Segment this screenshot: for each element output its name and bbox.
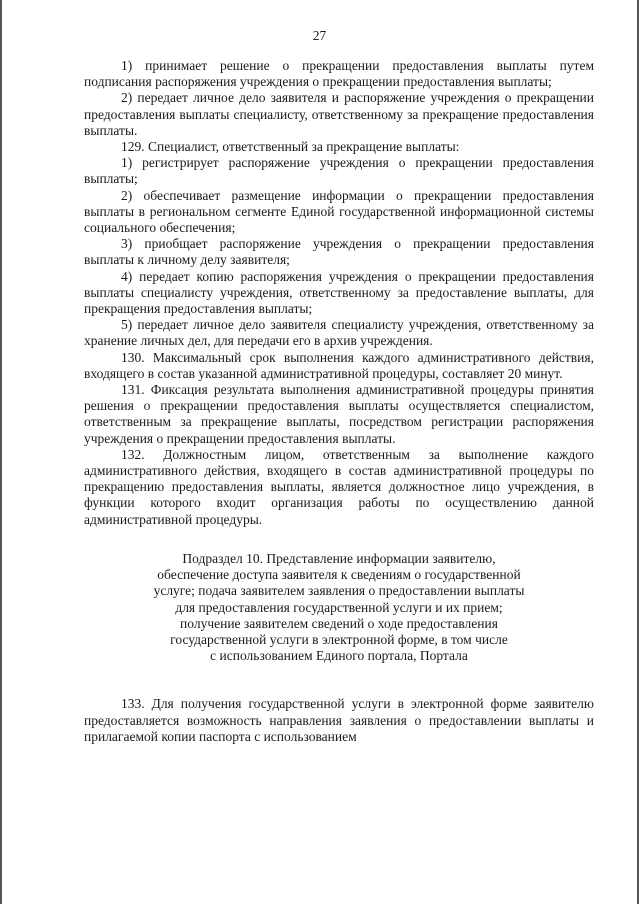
scan-left-edge (0, 0, 2, 904)
paragraph-7: 4) передает копию распоряжения учреждения о прекращении предоставления выплаты специалисту учреждения, ответственному за предоставление выплаты, для прекращения предоставления выплаты; (84, 268, 594, 317)
subsection-line: государственной услуги в электронной форме, в том числе (170, 631, 508, 647)
paragraph-9: 130. Максимальный срок выполнения каждого административного действия, входящего в состав указанной административной процедуры, составляет 20 минут. (84, 349, 594, 381)
paragraph-1: 1) принимает решение о прекращении предоставления выплаты путем подписания распоряжения учреждения о прекращении предоставления выплаты; (84, 58, 594, 90)
subsection-line: Подраздел 10. Представление информации заявителю, (182, 550, 496, 566)
page-number: 27 (312, 28, 327, 43)
paragraph-4: 1) регистрирует распоряжение учреждения о прекращении предоставления выплаты; (84, 155, 594, 187)
subsection-line: получение заявителем сведений о ходе предоставления (180, 615, 498, 631)
paragraph-8: 5) передает личное дело заявителя специалисту учреждения, ответственному за хранение личных дел, для передачи его в архив учреждения. (84, 317, 594, 349)
subsection-line: обеспечение доступа заявителя к сведениям о государственной (157, 567, 521, 583)
document-body (84, 58, 594, 745)
subsection-line: с использованием Единого портала, Портала (210, 648, 468, 664)
closing-paragraph: 133. Для получения государственной услуги в электронной форме заявителю предоставляется возможность направления заявления о предоставлении выплаты и прилагаемой копии паспорта с использованием (84, 696, 594, 744)
subsection-line: для предоставления государственной услуги и их прием; (175, 599, 503, 615)
paragraph-6: 3) приобщает распоряжение учреждения о прекращении предоставления выплаты к личному делу заявителя; (84, 236, 594, 268)
paragraph-11: 132. Должностным лицом, ответственным за выполнение каждого административного действия, входящего в состав административной процедуры по прекращению предоставления выплаты, является должностное лицо учреждения, в функции которого входит организация работы по осуществлению данной административной процедуры. (84, 446, 594, 527)
paragraph-2: 2) передает личное дело заявителя и распоряжение учреждения о прекращении предоставления выплаты специалисту, ответственному за прекращение предоставления выплаты. (84, 90, 594, 138)
subsection-heading (84, 551, 594, 664)
paragraph-3: 129. Специалист, ответственный за прекращение выплаты: (121, 139, 460, 155)
paragraph-5: 2) обеспечивает размещение информации о прекращении предоставления выплаты в региональном сегменте Единой государственной информационной системы социального обеспечения; (84, 187, 594, 236)
subsection-line: услуге; подача заявителем заявления о предоставлении выплаты (153, 583, 525, 599)
paragraph-10: 131. Фиксация результата выполнения административной процедуры принятия решения о прекращении предоставления выплаты осуществляется специалистом, ответственным за прекращение выплаты, посредством регистрации распоряжения учреждения о прекращении предоставления выплаты. (84, 382, 594, 446)
